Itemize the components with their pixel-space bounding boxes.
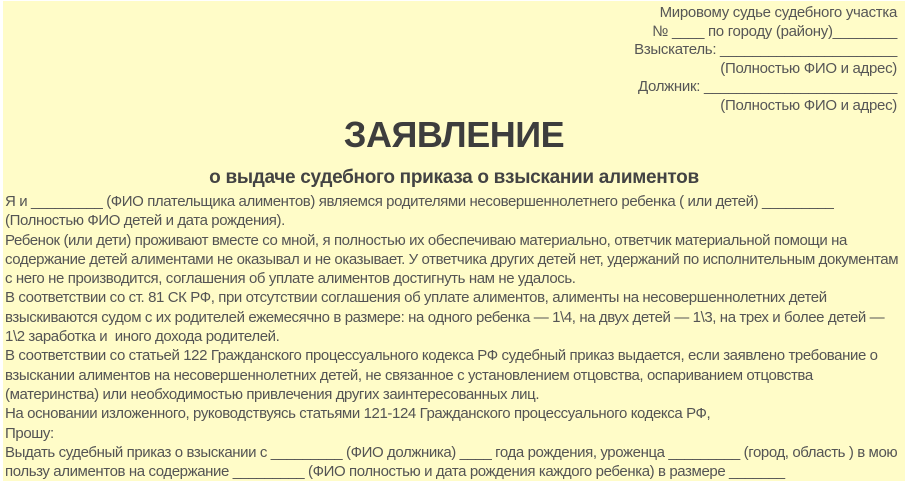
paragraph-request: Выдать судебный приказ о взыскании с _________ (ФИО должника) ____ года рождения, уроженца _________ (город, область ) в мою пользу алиментов на содержание _________ (ФИО полностью и дата рождения каждого ребенка) в размере _______ — [5, 443, 902, 481]
addressee-line: Мировому судье судебного участка — [659, 4, 897, 21]
paragraph-basis: На основании изложенного, руководствуясь статьями 121-124 Гражданского процессуального кодекса РФ, — [5, 405, 711, 423]
document-body — [3, 192, 905, 481]
paragraph-request-label: Прошу: — [5, 424, 54, 442]
document-page — [3, 1, 905, 481]
court-header-block — [3, 1, 905, 115]
claimant-line: Взыскатель: ______________________ — [634, 41, 897, 58]
document-subtitle: о выдаче судебного приказа о взыскании алиментов — [209, 167, 699, 188]
paragraph-law-122: В соответствии со статьей 122 Гражданского процессуального кодекса РФ судебный приказ выдается, если заявлено требование о взыскании алиментов на несовершеннолетних детей, не связанное с установлением отцовства, оспариванием отцовства (материнства) или необходимостью привлечения других заинтересованных лиц. — [5, 347, 882, 403]
debtor-line: Должник: ________________________ — [637, 78, 897, 95]
document-title: ЗАЯВЛЕНИЕ — [343, 114, 565, 155]
debtor-hint: (Полностью ФИО и адрес) — [720, 96, 897, 114]
paragraph-law-81: В соответствии со ст. 81 СК РФ, при отсутствии соглашения об уплате алиментов, алименты на несовершеннолетних детей взыскиваются судом с их родителей ежемесячно в размере: на одного ребенка — 1\4, на двух детей — 1\3, на трех и более детей — 1\2 заработка и иного дохода родителей. — [5, 289, 889, 346]
case-number-line: № ____ по городу (району)________ — [652, 22, 897, 40]
paragraph-parents: Я и _________ (ФИО плательщика алиментов) являемся родителями несовершеннолетнего ребенка ( или детей) _________ (Полностью ФИО детей и дата рождения). — [5, 193, 838, 230]
claimant-hint: (Полностью ФИО и адрес) — [720, 59, 897, 77]
paragraph-child-residence: Ребенок (или дети) проживают вместе со мной, я полностью их обеспечиваю материально, ответчик материальной помощи на содержание детей алиментами не оказывал и не оказывает. У ответчика других детей нет, удержаний по исполнительным документам с него не производится, соглашения об уплате алиментов достигнуть нам не удалось. — [5, 231, 902, 288]
